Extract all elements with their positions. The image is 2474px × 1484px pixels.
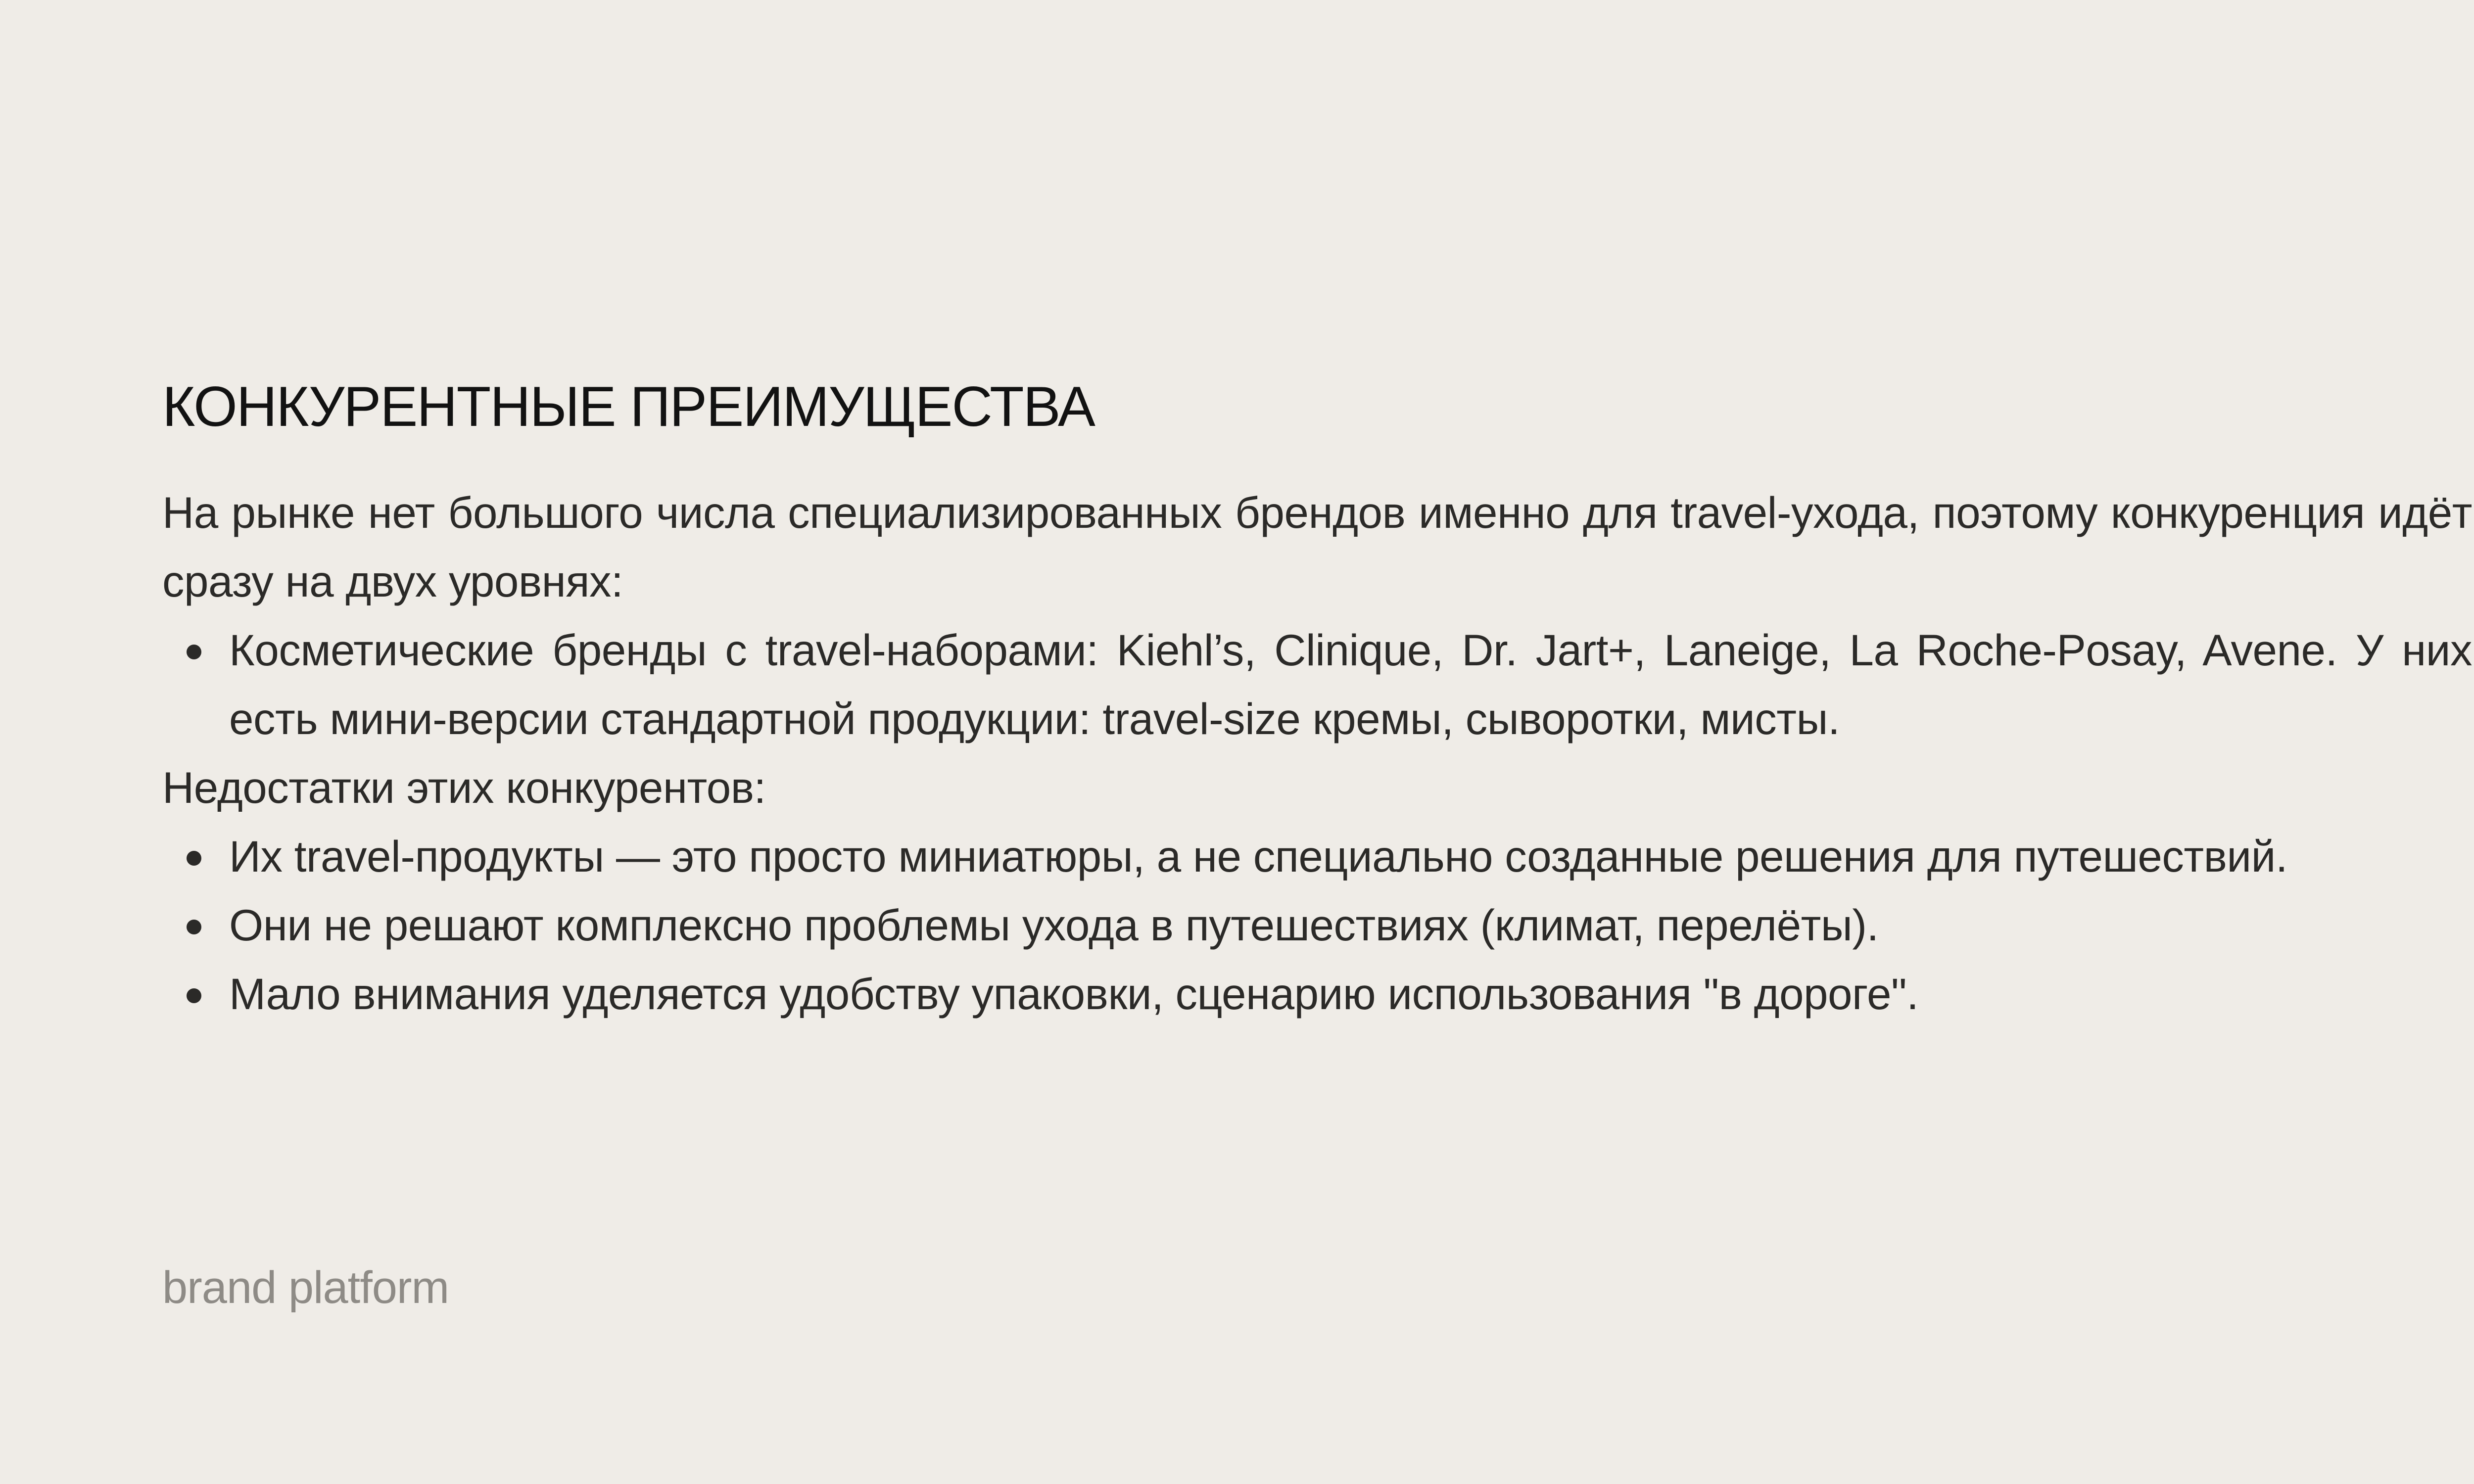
list-item-text: Мало внимания уделяется удобству упаковки, сценарию использования "в дороге". — [229, 969, 1919, 1019]
intro-paragraph: На рынке нет большого числа специализированных брендов именно для travel-ухода, поэтому конкуренция идёт сразу на двух уровнях: — [162, 488, 2472, 606]
list-item — [229, 891, 2472, 960]
list-item-text: Косметические бренды с travel-наборами: Kiehl’s, Clinique, Dr. Jart+, Laneige, La Roche-Posay, Avene. У них есть мини-версии стандартной продукции: travel-size кремы, сыворотки, мисты. — [229, 625, 2472, 743]
competitors-list — [162, 616, 2472, 753]
bullet-icon — [187, 920, 201, 934]
page-title: КОНКУРЕНТНЫЕ ПРЕИМУЩЕСТВА — [162, 375, 1094, 438]
list-item — [229, 822, 2472, 891]
weaknesses-title: Недостатки этих конкурентов: — [162, 763, 766, 812]
list-item-text: Их travel-продукты — это просто миниатюры, а не специально созданные решения для путешествий. — [229, 832, 2288, 881]
list-item — [229, 616, 2472, 753]
list-item-text: Они не решают комплексно проблемы ухода в путешествиях (климат, перелёты). — [229, 900, 1879, 950]
bullet-icon — [187, 851, 201, 866]
list-item — [229, 960, 2472, 1028]
slide-content — [162, 370, 2472, 1028]
weaknesses-list — [162, 822, 2472, 1028]
footer-label: brand platform — [162, 1262, 449, 1313]
bullet-icon — [187, 988, 201, 1003]
bullet-icon — [187, 645, 201, 659]
